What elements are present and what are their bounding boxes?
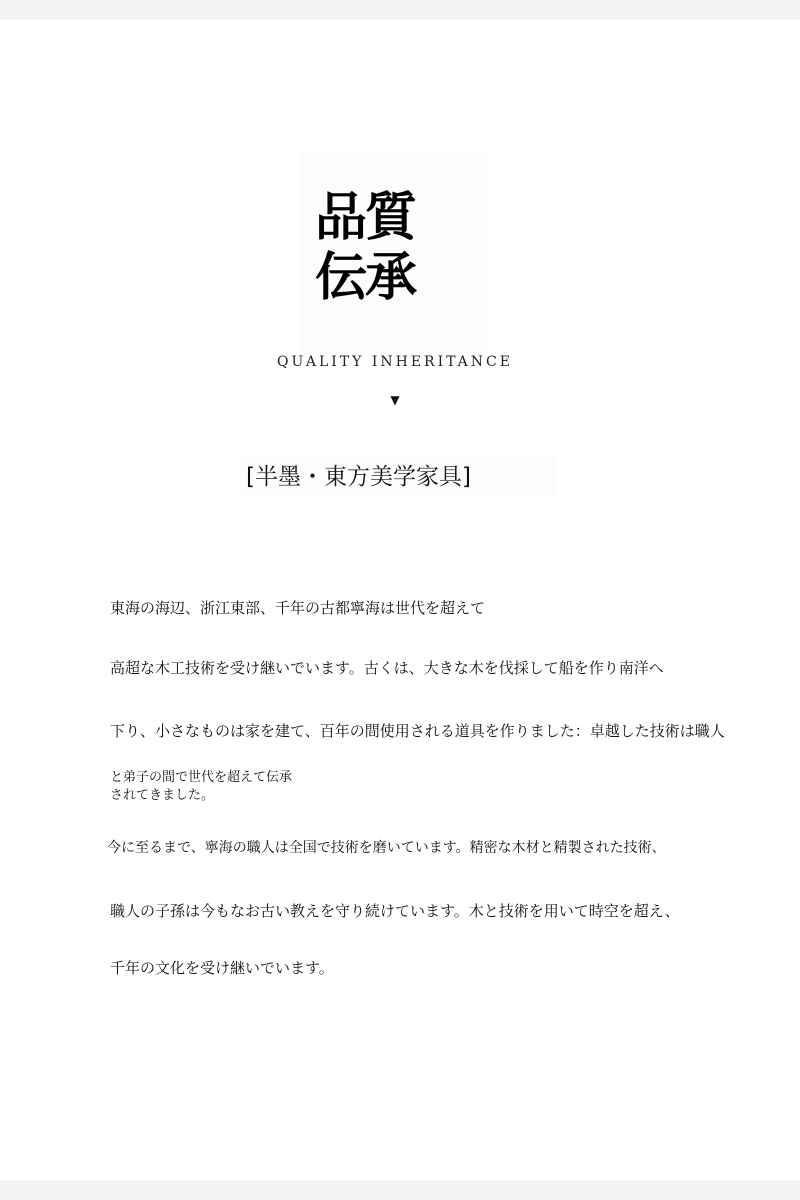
page <box>0 20 800 1180</box>
body-line-5: されてきました。 <box>110 788 215 803</box>
body-line-7: 職人の子孫は今もなお古い教えを守り続けています。木と技術を用いて時空を超え、 <box>110 902 680 920</box>
body-line-6: 今に至るまで、寧海の職人は全国で技術を磨いています。精密な木材と精製された技術、 <box>107 840 666 856</box>
title-block <box>300 150 490 355</box>
body-line-8: 千年の文化を受け継いでいます。 <box>110 959 334 977</box>
subtitle: QUALITY INHERITANCE <box>277 354 513 370</box>
body-line-3: 下り、小さなものは家を建て、百年の間使用される道具を作りました：卓越した技術は職人 <box>110 722 725 740</box>
arrow-down-icon: ▼ <box>390 393 400 407</box>
body-line-4: と弟子の間で世代を超えて伝承 <box>110 770 293 785</box>
title-line-1: 品質 <box>315 188 416 248</box>
body-line-2: 高超な木工技術を受け継いでいます。古くは、大きな木を伐採して船を作り南洋へ <box>110 659 664 677</box>
brand-name: [半墨・東方美学家具] <box>238 455 556 499</box>
title-line-2: 伝承 <box>315 248 416 308</box>
body-line-1: 東海の海辺、浙江東部、千年の古都寧海は世代を超えて <box>110 599 486 617</box>
